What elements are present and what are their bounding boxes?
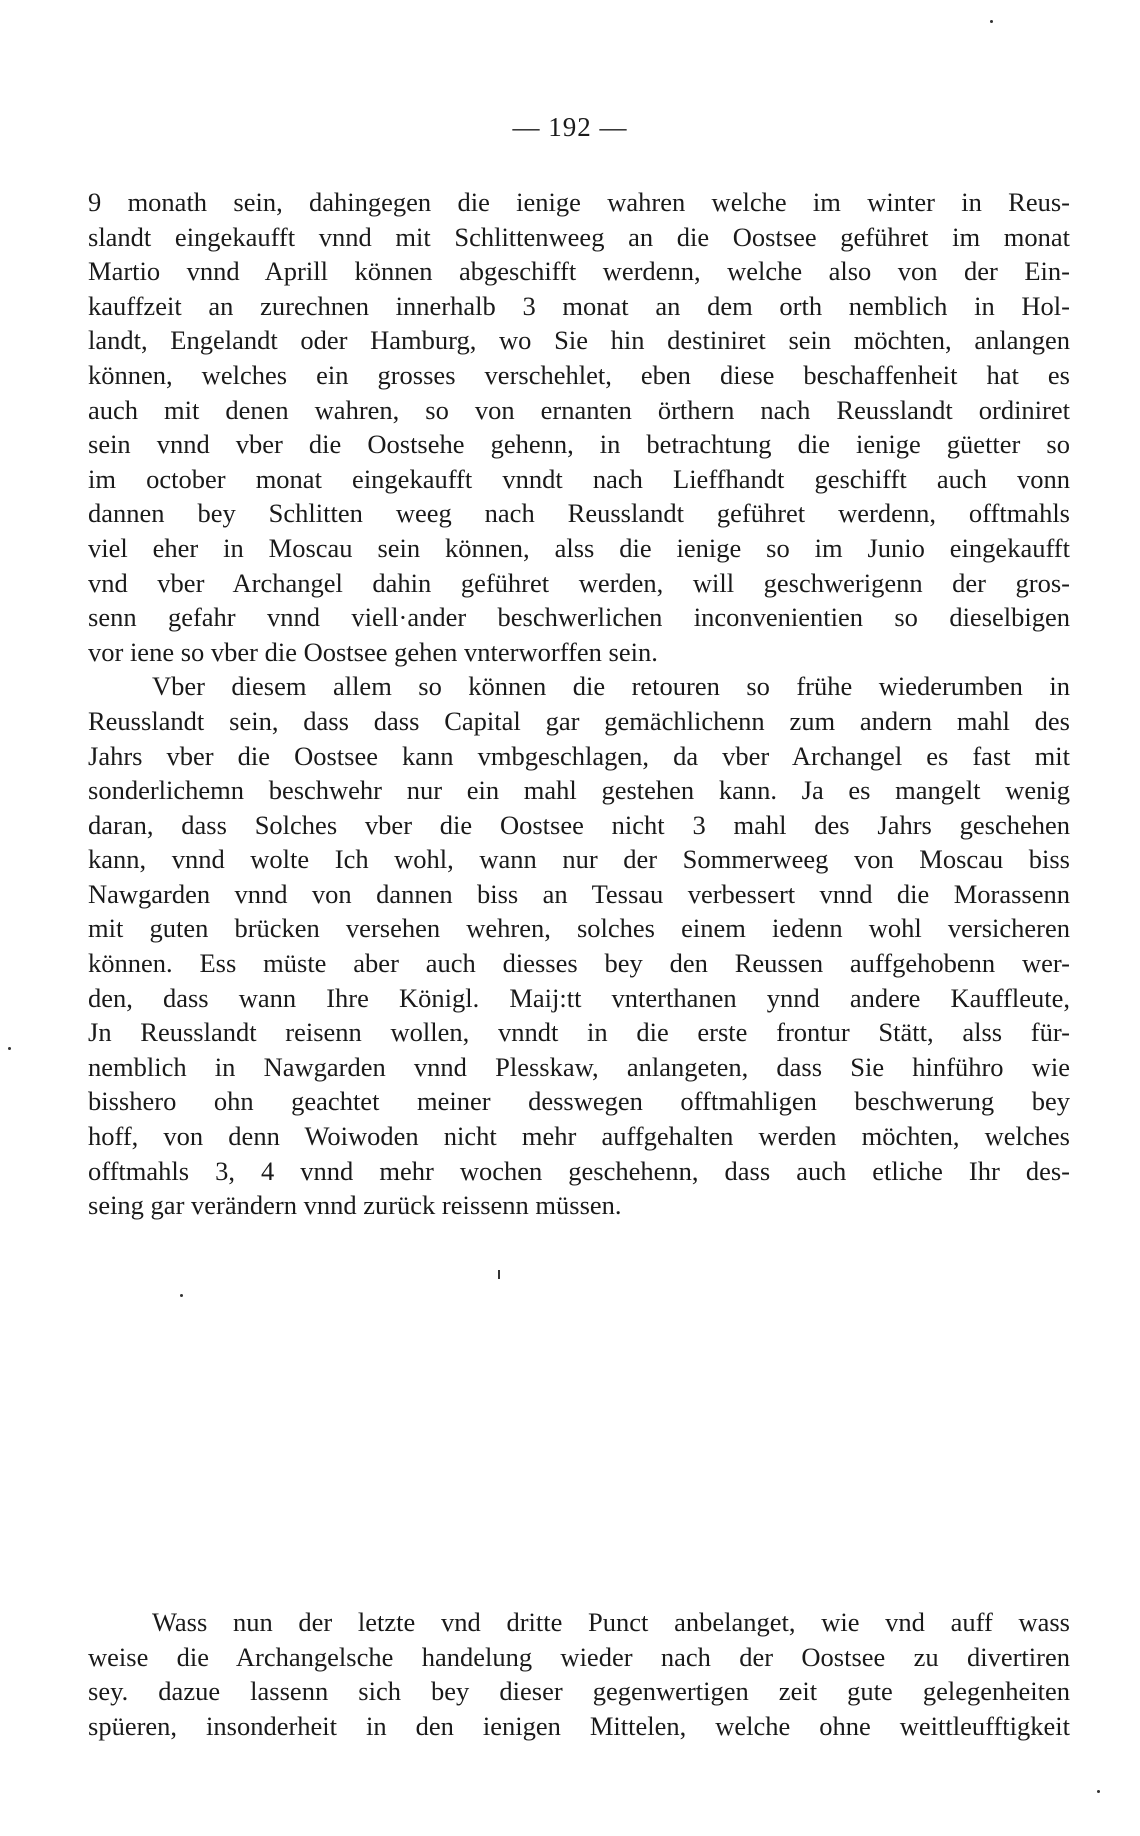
text-line: landt, Engelandt oder Hamburg, wo Sie hin destiniret sein möchten, anlangen	[88, 325, 1070, 356]
text-line: auch mit denen wahren, so von ernanten örthern nach Reusslandt ordiniret	[88, 394, 1070, 425]
text-line: weise die Archangelsche handelung wieder nach der Oostsee zu divertiren	[88, 1641, 1070, 1672]
text-line: nemblich in Nawgarden vnnd Plesskaw, anlangeten, dass Sie hinführo wie	[88, 1051, 1070, 1082]
text-line: Nawgarden vnnd von dannen biss an Tessau verbessert vnnd die Morassenn	[88, 878, 1070, 909]
text-line: 9 monath sein, dahingegen die ienige wahren welche im winter in Reus-	[88, 187, 1070, 217]
text-line: Jahrs vber die Oostsee kann vmbgeschlagen, da vber Archangel es fast mit	[88, 740, 1070, 771]
text-line: im october monat eingekaufft vnndt nach Lieffhandt geschifft auch vonn	[88, 463, 1070, 494]
page-number: — 192 —	[512, 112, 628, 142]
text-line: sein vnnd vber die Oostsehe gehenn, in betrachtung die ienige güetter so	[88, 429, 1070, 460]
scan-speck	[180, 1294, 183, 1297]
text-line: Vber diesem allem so können die retouren so frühe wiederumben in	[152, 671, 1070, 702]
lower-text-block	[88, 1605, 1070, 1743]
scan-speck	[8, 1047, 11, 1050]
text-line: können, welches ein grosses verschehlet, eben diese beschaffenheit hat es	[88, 359, 1070, 390]
scan-mark	[498, 1270, 500, 1279]
text-line: bisshero ohn geachtet meiner desswegen offtmahligen beschwerung bey	[88, 1086, 1070, 1117]
paragraph-3	[88, 1605, 1070, 1743]
text-line: daran, dass Solches vber die Oostsee nicht 3 mahl des Jahrs geschehen	[88, 809, 1070, 840]
text-line: Jn Reusslandt reisenn wollen, vnndt in die erste frontur Stätt, alss für-	[88, 1017, 1070, 1048]
text-line: hoff, von denn Woiwoden nicht mehr auffgehalten werden möchten, welches	[88, 1121, 1070, 1152]
text-line: kann, vnnd wolte Ich wohl, wann nur der Sommerweeg von Moscau biss	[88, 844, 1070, 875]
paragraph-2	[88, 669, 1070, 1223]
text-line: spüeren, insonderheit in den ienigen Mittelen, welche ohne weittleufftigkeit	[88, 1710, 1070, 1741]
text-line: mit guten brücken versehen wehren, solches einem iedenn wohl versicheren	[88, 913, 1070, 944]
scan-speck	[1097, 1790, 1100, 1793]
text-line: viel eher in Moscau sein können, alss die ienige so im Junio eingekaufft	[88, 532, 1070, 563]
text-line: den, dass wann Ihre Königl. Maij:tt vnterthanen ynnd andere Kauffleute,	[88, 982, 1070, 1013]
text-line: Wass nun der letzte vnd dritte Punct anbelanget, wie vnd auff wass	[152, 1607, 1070, 1637]
text-line: dannen bey Schlitten weeg nach Reusslandt geführet werdenn, offtmahls	[88, 498, 1070, 529]
text-line: senn gefahr vnnd viell·ander beschwerlichen inconvenientien so dieselbigen	[88, 602, 1070, 633]
text-line: vnd vber Archangel dahin geführet werden, will geschwerigenn der gros-	[88, 567, 1070, 598]
text-line: seing gar verändern vnnd zurück reissenn müssen.	[88, 1190, 622, 1221]
text-line: Reusslandt sein, dass dass Capital gar gemächlichenn zum andern mahl des	[88, 705, 1070, 736]
text-line: vor iene so vber die Oostsee gehen vnterworffen sein.	[88, 636, 658, 667]
paragraph-1	[88, 185, 1070, 669]
main-text-block	[88, 185, 1070, 1223]
text-line: kauffzeit an zurechnen innerhalb 3 monat an dem orth nemblich in Hol-	[88, 290, 1070, 321]
text-line: sonderlichemn beschwehr nur ein mahl gestehen kann. Ja es mangelt wenig	[88, 775, 1070, 806]
text-line: offtmahls 3, 4 vnnd mehr wochen geschehenn, dass auch etliche Ihr des-	[88, 1155, 1070, 1186]
text-line: können. Ess müste aber auch diesses bey den Reussen auffgehobenn wer-	[88, 948, 1070, 979]
scan-speck	[990, 20, 993, 23]
text-line: slandt eingekaufft vnnd mit Schlittenweeg an die Oostsee geführet im monat	[88, 221, 1070, 252]
text-line: sey. dazue lassenn sich bey dieser gegenwertigen zeit gute gelegenheiten	[88, 1676, 1070, 1707]
text-line: Martio vnnd Aprill können abgeschifft werdenn, welche also von der Ein-	[88, 256, 1070, 287]
